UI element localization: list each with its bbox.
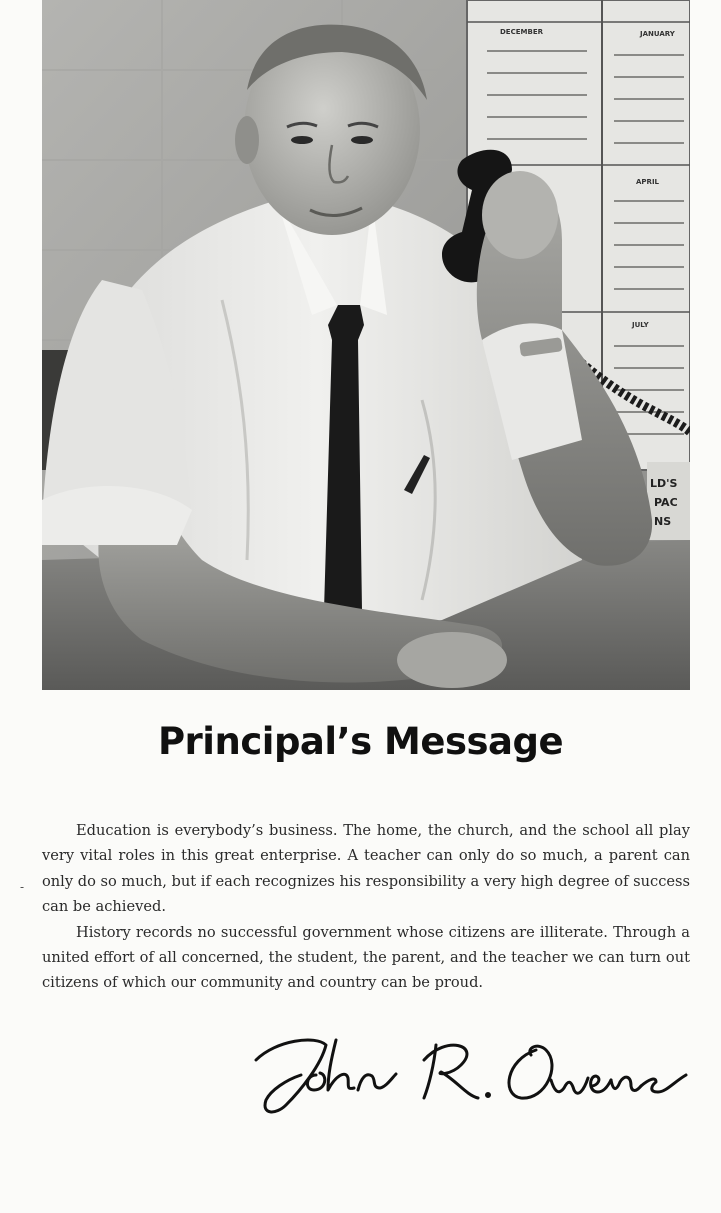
paragraph-2: History records no successful government whose citizens are illiterate. Through a united effort of all concerned, the student, the parent, and the teacher we can turn out citizens of which our community and country can be proud. [42,923,690,992]
svg-text:NS: NS [654,515,672,528]
paragraph-1: Education is everybody’s business. The home, the church, and the school all play very vital roles in this great enterprise. A teacher can only do so much, a parent can only do so much, but if each recognizes his responsibility a very high degree of success can be achieved. [42,822,690,916]
svg-text:PAC: PAC [654,496,678,509]
page-title: Principal’s Message [157,720,564,763]
signature [246,1020,696,1130]
calendar-month-july: JULY [632,321,649,329]
message-body [42,818,690,996]
svg-text:LD'S: LD'S [650,477,678,490]
calendar-month-april: APRIL [636,178,660,186]
calendar-month-december: DECEMBER [500,28,543,36]
calendar-month-january: JANUARY [640,30,675,38]
margin-mark: - [20,880,25,894]
principal-photo [42,0,690,690]
wall-sign [647,462,690,540]
